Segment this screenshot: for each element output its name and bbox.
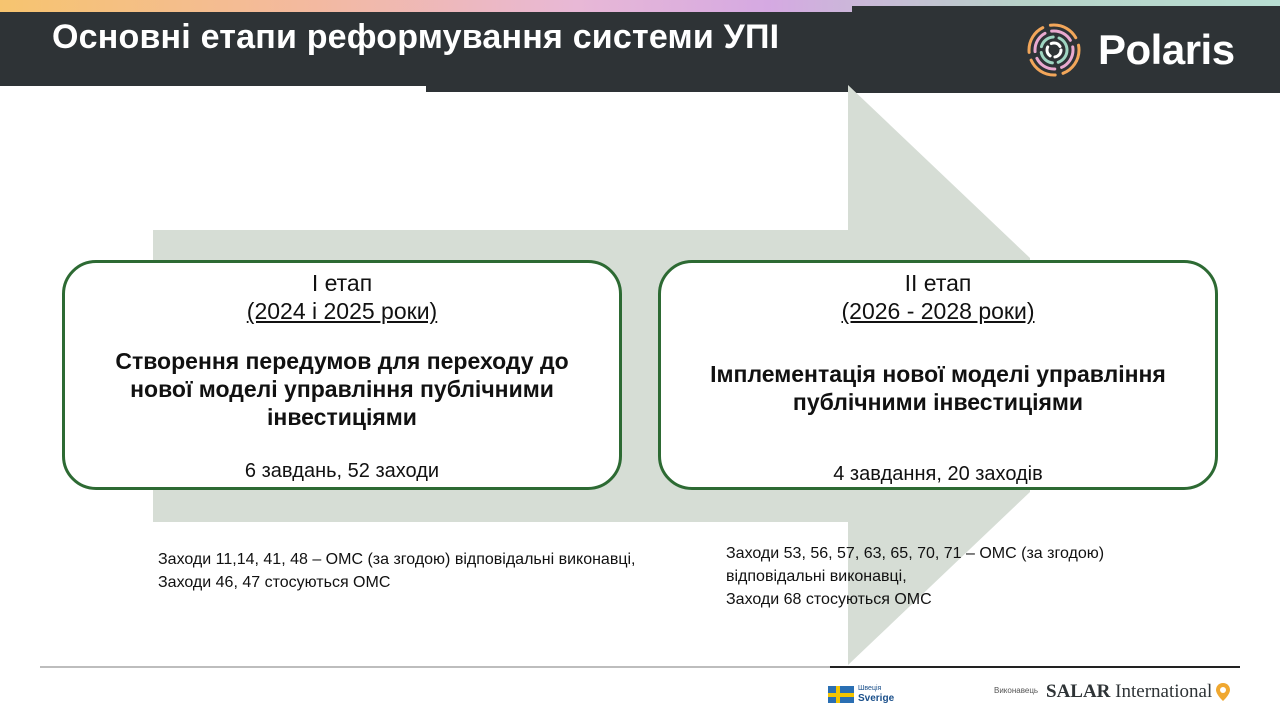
sweden-logo	[828, 684, 894, 704]
stage-2-description: Імплементація нової моделі управління публічними інвестиціями	[710, 361, 1166, 415]
stage-2-note-line-1: Заходи 53, 56, 57, 63, 65, 70, 71 – ОМС (за згодою) відповідальні виконавці,	[726, 545, 1105, 585]
stage-2-note-line-2: Заходи 68 стосуються ОМС	[726, 591, 932, 608]
stage-1-note-line-1: Заходи 11,14, 41, 48 – ОМС (за згодою) відповідальні виконавці,	[158, 551, 636, 568]
salar-logo	[1046, 681, 1231, 703]
stage-1-box	[62, 260, 622, 490]
stage-1-note	[158, 548, 638, 594]
stage-2-name: ІІ етап	[904, 270, 972, 296]
sweden-name: Sverige	[858, 693, 895, 704]
sweden-flag-icon	[828, 686, 854, 703]
stage-2-years: (2026 - 2028 роки)	[841, 298, 1035, 324]
footer-divider-dark	[830, 666, 1240, 668]
stage-1-description: Створення передумов для переходу до нової моделі управління публічними інвестиціями	[115, 348, 569, 430]
salar-rest-text: International	[1110, 681, 1213, 702]
page-title: Основні етапи реформування системи УПІ	[52, 18, 780, 56]
stage-2-count: 4 завдання, 20 заходів	[833, 463, 1043, 485]
logo-text: Polaris	[1098, 26, 1235, 73]
stage-1-years: (2024 і 2025 роки)	[246, 298, 438, 324]
salar-pin-icon	[1215, 682, 1231, 702]
stage-1-note-line-2: Заходи 46, 47 стосуються ОМС	[158, 574, 391, 591]
stage-1-count: 6 завдань, 52 заходи	[244, 460, 440, 482]
salar-bold-text: SALAR	[1046, 681, 1111, 702]
executor-label: Виконавець	[994, 686, 1039, 695]
stage-2-box	[658, 260, 1218, 490]
sweden-small-label: Швеція	[858, 685, 882, 692]
stage-1-name: І етап	[311, 270, 373, 296]
stage-2-note	[726, 542, 1196, 611]
